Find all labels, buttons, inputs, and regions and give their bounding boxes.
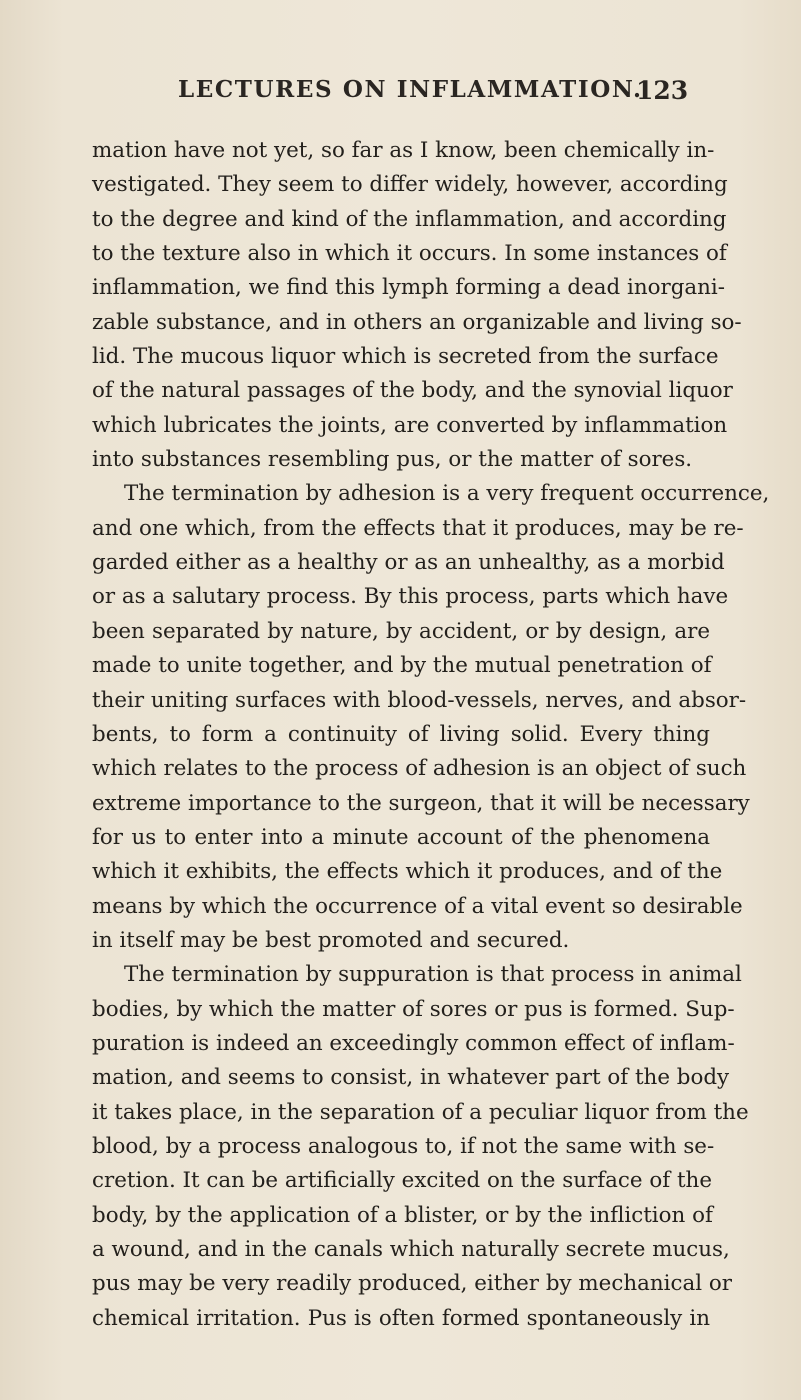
text-line: to the texture also in which it occurs. In some instances of	[92, 241, 727, 267]
text-line: it takes place, in the separation of a peculiar liquor from the	[92, 1099, 749, 1125]
text-line: blood, by a process analogous to, if not the same with se-	[92, 1133, 715, 1159]
text-line: into substances resembling pus, or the matter of sores.	[92, 447, 693, 473]
text-line: body, by the application of a blister, or by the infliction of	[92, 1202, 713, 1228]
text-line: vestigated. They seem to differ widely, however, according	[92, 172, 728, 198]
text-line: chemical irritation. Pus is often formed spontaneously in	[92, 1305, 710, 1331]
text-line: in itself may be best promoted and secured.	[92, 927, 570, 953]
body-text	[92, 134, 770, 1336]
text-line: zable substance, and in others an organizable and living so-	[92, 309, 742, 335]
text-line: been separated by nature, by accident, or by design, are	[92, 618, 710, 644]
running-title: LECTURES ON INFLAMMATION.	[178, 76, 643, 103]
text-line: which relates to the process of adhesion is an object of such	[92, 756, 747, 782]
text-line: puration is indeed an exceedingly common effect of inflam-	[92, 1030, 735, 1056]
text-line: extreme importance to the surgeon, that it will be necessary	[92, 790, 750, 816]
text-line: which it exhibits, the effects which it produces, and of the	[92, 859, 723, 885]
text-line: for us to enter into a minute account of the phenomena	[92, 824, 710, 850]
text-line: which lubricates the joints, are converted by inflammation	[92, 412, 728, 438]
text-line: cretion. It can be artificially excited on the surface of the	[92, 1168, 712, 1194]
text-line: mation have not yet, so far as I know, been chemically in-	[92, 138, 715, 163]
text-line: garded either as a healthy or as an unhealthy, as a morbid	[92, 550, 725, 576]
text-line: The termination by adhesion is a very frequent occurrence,	[124, 481, 770, 507]
text-line: and one which, from the effects that it produces, may be re-	[92, 515, 744, 541]
text-line: their uniting surfaces with blood-vessels, nerves, and absor-	[92, 687, 747, 713]
page-header	[0, 76, 801, 116]
text-line: mation, and seems to consist, in whatever part of the body	[92, 1065, 730, 1091]
text-line: bodies, by which the matter of sores or pus is formed. Sup-	[92, 996, 735, 1022]
text-line: means by which the occurrence of a vital event so desirable	[92, 893, 743, 919]
text-line: of the natural passages of the body, and the synovial liquor	[92, 378, 733, 404]
text-line: a wound, and in the canals which naturally secrete mucus,	[92, 1237, 730, 1262]
text-line: or as a salutary process. By this process, parts which have	[92, 584, 729, 610]
text-line: inflammation, we find this lymph forming a dead inorgani-	[92, 275, 725, 301]
text-line: bents, to form a continuity of living solid. Every thing	[92, 721, 710, 747]
text-line: The termination by suppuration is that process in animal	[124, 962, 742, 988]
text-line: to the degree and kind of the inflammation, and according	[92, 206, 727, 232]
text-line: made to unite together, and by the mutual penetration of	[92, 653, 712, 679]
page-number: 123	[636, 76, 689, 105]
text-line: lid. The mucous liquor which is secreted from the surface	[92, 344, 719, 370]
text-line: pus may be very readily produced, either by mechanical or	[92, 1271, 732, 1297]
